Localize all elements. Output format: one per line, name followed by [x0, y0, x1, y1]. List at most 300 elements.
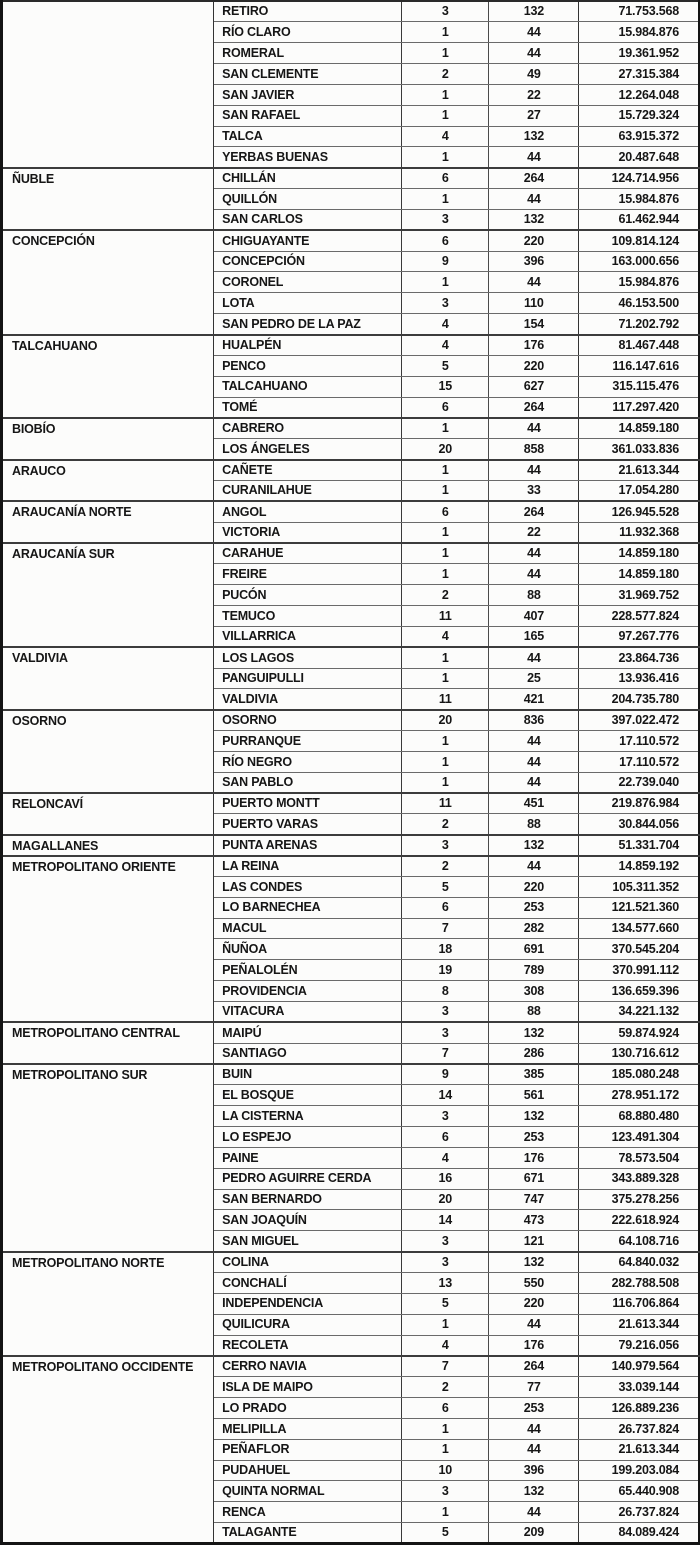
commune-cell: SAN CARLOS: [214, 209, 402, 230]
commune-cell: SAN CLEMENTE: [214, 64, 402, 85]
quantity-cell: 132: [489, 835, 579, 856]
count-cell: 1: [402, 105, 489, 126]
amount-cell: 163.000.656: [579, 251, 699, 272]
count-cell: 1: [402, 460, 489, 481]
table-row: [2, 793, 700, 814]
region-group: [2, 1064, 700, 1252]
commune-cell: PUERTO MONTT: [214, 793, 402, 814]
amount-cell: 84.089.424: [618, 1525, 679, 1540]
count-cell: 4: [402, 1147, 489, 1168]
amount-cell: 46.153.500: [579, 293, 699, 314]
commune-cell: RECOLETA: [214, 1335, 402, 1356]
commune-cell: QUILLÓN: [214, 189, 402, 210]
quantity-cell: 451: [489, 793, 579, 814]
commune-cell: SAN BERNARDO: [214, 1189, 402, 1210]
commune-cell: PROVIDENCIA: [214, 981, 402, 1002]
table-row: [2, 335, 700, 356]
amount-cell: 136.659.396: [579, 981, 699, 1002]
count-cell: 6: [402, 230, 489, 251]
quantity-cell: 550: [489, 1272, 579, 1293]
quantity-cell: 253: [489, 1127, 579, 1148]
count-cell: 1: [402, 647, 489, 668]
region-cell: METROPOLITANO ORIENTE: [2, 856, 214, 1023]
count-cell: 18: [402, 939, 489, 960]
commune-cell: PURRANQUE: [214, 731, 402, 752]
region-cell: CONCEPCIÓN: [2, 230, 214, 334]
amount-cell: 134.577.660: [579, 918, 699, 939]
quantity-cell: 473: [489, 1210, 579, 1231]
quantity-cell: 22: [489, 84, 579, 105]
commune-cell: CHIGUAYANTE: [214, 230, 402, 251]
quantity-cell: 77: [489, 1377, 579, 1398]
count-cell: 1: [402, 1439, 489, 1460]
count-cell: 3: [402, 1002, 489, 1023]
region-group: [2, 335, 700, 418]
quantity-cell: 44: [489, 460, 579, 481]
amount-cell: 11.932.368: [579, 522, 699, 543]
table-row: [2, 1022, 700, 1043]
quantity-cell: 220: [489, 355, 579, 376]
commune-cell: YERBAS BUENAS: [214, 147, 402, 168]
quantity-cell: 121: [489, 1231, 579, 1252]
amount-cell: 124.714.956: [579, 168, 699, 189]
amount-cell: 61.462.944: [579, 209, 699, 230]
amount-cell: 15.984.876: [579, 22, 699, 43]
count-cell: 3: [402, 1, 489, 22]
amount-cell: 51.331.704: [579, 835, 699, 856]
commune-cell: LO PRADO: [214, 1398, 402, 1419]
quantity-cell: 176: [489, 335, 579, 356]
region-group: [2, 647, 700, 710]
region-cell: ARAUCANÍA SUR: [2, 543, 214, 647]
count-cell: 5: [402, 876, 489, 897]
commune-cell: CERRO NAVIA: [214, 1356, 402, 1377]
count-cell: 4: [402, 335, 489, 356]
commune-cell: OSORNO: [214, 710, 402, 731]
amount-cell: 278.951.172: [579, 1085, 699, 1106]
commune-cell: LAS CONDES: [214, 876, 402, 897]
amount-cell: 17.110.572: [579, 751, 699, 772]
count-cell: 1: [402, 272, 489, 293]
region-cell: ÑUBLE: [2, 168, 214, 231]
commune-cell: SANTIAGO: [214, 1043, 402, 1064]
commune-cell: TEMUCO: [214, 605, 402, 626]
quantity-cell: 44: [489, 1502, 579, 1523]
amount-cell: 14.859.180: [579, 418, 699, 439]
count-cell: 11: [402, 689, 489, 710]
region-group: [2, 230, 700, 334]
amount-cell: 81.467.448: [579, 335, 699, 356]
commune-cell: PUNTA ARENAS: [214, 835, 402, 856]
amount-cell: 126.945.528: [579, 501, 699, 522]
commune-cell: CABRERO: [214, 418, 402, 439]
count-cell: 3: [402, 835, 489, 856]
count-cell: 4: [402, 126, 489, 147]
count-cell: 2: [402, 856, 489, 877]
count-cell: 4: [402, 1335, 489, 1356]
commune-cell: LOS ÁNGELES: [214, 439, 402, 460]
amount-cell: 27.315.384: [579, 64, 699, 85]
quantity-cell: 421: [489, 689, 579, 710]
commune-cell: PENCO: [214, 355, 402, 376]
count-cell: 1: [402, 43, 489, 64]
amount-cell: 26.737.824: [579, 1502, 699, 1523]
region-cell: RELONCAVÍ: [2, 793, 214, 835]
commune-cell: TALCAHUANO: [214, 376, 402, 397]
commune-cell: LO BARNECHEA: [214, 897, 402, 918]
amount-cell: 130.716.612: [579, 1043, 699, 1064]
table-row: [2, 1064, 700, 1085]
commune-cell: CONCEPCIÓN: [214, 251, 402, 272]
count-cell: 1: [402, 543, 489, 564]
quantity-cell: 44: [489, 43, 579, 64]
quantity-cell: 132: [489, 1, 579, 22]
count-cell: 8: [402, 981, 489, 1002]
region-cell: ARAUCO: [2, 460, 214, 502]
commune-cell: SAN RAFAEL: [214, 105, 402, 126]
count-cell: 20: [402, 710, 489, 731]
count-cell: 4: [402, 314, 489, 335]
quantity-cell: 253: [489, 1398, 579, 1419]
commune-cell: CHILLÁN: [214, 168, 402, 189]
quantity-cell: 44: [489, 647, 579, 668]
region-cell: METROPOLITANO NORTE: [2, 1252, 214, 1356]
amount-cell: 17.110.572: [579, 731, 699, 752]
table-row: [2, 835, 700, 856]
commune-cell: TALCA: [214, 126, 402, 147]
count-cell: 1: [402, 1314, 489, 1335]
amount-cell: 30.844.056: [579, 814, 699, 835]
quantity-cell: 220: [489, 1293, 579, 1314]
amount-cell: 204.735.780: [579, 689, 699, 710]
quantity-cell: 44: [489, 1418, 579, 1439]
quantity-cell: 88: [489, 814, 579, 835]
amount-cell: 71.202.792: [579, 314, 699, 335]
commune-cell: TALAGANTE: [214, 1523, 402, 1544]
count-cell: 20: [402, 1189, 489, 1210]
amount-cell: 185.080.248: [579, 1064, 699, 1085]
commune-cell: PUERTO VARAS: [214, 814, 402, 835]
commune-cell: RÍO CLARO: [214, 22, 402, 43]
commune-cell: VITACURA: [214, 1002, 402, 1023]
amount-cell: 15.729.324: [579, 105, 699, 126]
count-cell: 1: [402, 22, 489, 43]
quantity-cell: 308: [489, 981, 579, 1002]
region-group: [2, 543, 700, 647]
quantity-cell: 110: [489, 293, 579, 314]
quantity-cell: 407: [489, 605, 579, 626]
quantity-cell: 88: [489, 1002, 579, 1023]
quantity-cell: 132: [489, 1481, 579, 1502]
quantity-cell: 691: [489, 939, 579, 960]
amount-cell: 26.737.824: [579, 1418, 699, 1439]
quantity-cell: 264: [489, 501, 579, 522]
quantity-cell: 396: [489, 1460, 579, 1481]
amount-cell: 15.984.876: [579, 189, 699, 210]
amount-cell: 22.739.040: [579, 772, 699, 793]
commune-cell: CORONEL: [214, 272, 402, 293]
count-cell: 3: [402, 1481, 489, 1502]
amount-cell: 17.054.280: [579, 480, 699, 501]
count-cell: 1: [402, 731, 489, 752]
count-cell: 6: [402, 501, 489, 522]
count-cell: 1: [402, 480, 489, 501]
region-cell: [2, 1, 214, 168]
commune-cell: ANGOL: [214, 501, 402, 522]
commune-cell: PANGUIPULLI: [214, 668, 402, 689]
count-cell: 6: [402, 397, 489, 418]
commune-cell: RETIRO: [214, 1, 402, 22]
amount-cell: 12.264.048: [579, 84, 699, 105]
quantity-cell: 154: [489, 314, 579, 335]
amount-cell: 14.859.192: [579, 856, 699, 877]
amount-cell: 140.979.564: [579, 1356, 699, 1377]
quantity-cell: 44: [489, 543, 579, 564]
commune-cell: QUINTA NORMAL: [214, 1481, 402, 1502]
amount-cell: 370.991.112: [579, 960, 699, 981]
quantity-cell: 22: [489, 522, 579, 543]
region-cell: TALCAHUANO: [2, 335, 214, 418]
quantity-cell: 253: [489, 897, 579, 918]
region-group: [2, 1022, 700, 1064]
amount-cell: 21.613.344: [579, 460, 699, 481]
amount-cell: 65.440.908: [579, 1481, 699, 1502]
amount-cell: 397.022.472: [579, 710, 699, 731]
region-group: [2, 1, 700, 168]
table-row: [2, 168, 700, 189]
amount-cell: 23.864.736: [579, 647, 699, 668]
commune-cell: COLINA: [214, 1252, 402, 1273]
amount-cell: 105.311.352: [579, 876, 699, 897]
quantity-cell: 396: [489, 251, 579, 272]
commune-cell: CURANILAHUE: [214, 480, 402, 501]
quantity-cell: 836: [489, 710, 579, 731]
quantity-cell: 44: [489, 856, 579, 877]
amount-cell: 13.936.416: [579, 668, 699, 689]
region-cell: METROPOLITANO OCCIDENTE: [2, 1356, 214, 1544]
count-cell: 11: [402, 793, 489, 814]
commune-cell: TOMÉ: [214, 397, 402, 418]
quantity-cell: 44: [489, 147, 579, 168]
table-row: [2, 1, 700, 22]
quantity-cell: 132: [489, 1106, 579, 1127]
table-row: [2, 460, 700, 481]
amount-cell: 14.859.180: [579, 564, 699, 585]
amount-cell: 14.859.180: [579, 543, 699, 564]
quantity-cell: 44: [489, 1439, 579, 1460]
count-cell: 3: [402, 1252, 489, 1273]
table-row: [2, 710, 700, 731]
commune-cell: CONCHALÍ: [214, 1272, 402, 1293]
amount-cell: 282.788.508: [579, 1272, 699, 1293]
table-row: [2, 230, 700, 251]
count-cell: 2: [402, 64, 489, 85]
commune-cell: SAN JAVIER: [214, 84, 402, 105]
quantity-cell: 671: [489, 1168, 579, 1189]
count-cell: 15: [402, 376, 489, 397]
count-cell: 1: [402, 84, 489, 105]
amount-cell: 375.278.256: [579, 1189, 699, 1210]
region-cell: BIOBÍO: [2, 418, 214, 460]
region-group: [2, 501, 700, 543]
commune-cell: SAN PEDRO DE LA PAZ: [214, 314, 402, 335]
amount-cell: 97.267.776: [579, 626, 699, 647]
commune-cell: PAINE: [214, 1147, 402, 1168]
commune-cell: INDEPENDENCIA: [214, 1293, 402, 1314]
region-group: [2, 168, 700, 231]
count-cell: 9: [402, 1064, 489, 1085]
quantity-cell: 132: [489, 1252, 579, 1273]
region-group: [2, 1252, 700, 1356]
count-cell: 20: [402, 439, 489, 460]
commune-cell: BUIN: [214, 1064, 402, 1085]
count-cell: 6: [402, 1398, 489, 1419]
quantity-cell: 132: [489, 1022, 579, 1043]
count-cell: 9: [402, 251, 489, 272]
count-cell: 1: [402, 564, 489, 585]
quantity-cell: 627: [489, 376, 579, 397]
commune-cell: LA CISTERNA: [214, 1106, 402, 1127]
quantity-cell: 44: [489, 418, 579, 439]
quantity-cell: 44: [489, 731, 579, 752]
count-cell: 1: [402, 751, 489, 772]
region-group: [2, 1356, 700, 1544]
commune-cell: LO ESPEJO: [214, 1127, 402, 1148]
count-cell: 10: [402, 1460, 489, 1481]
quantity-cell: 165: [489, 626, 579, 647]
commune-cell: RÍO NEGRO: [214, 751, 402, 772]
quantity-cell: 282: [489, 918, 579, 939]
quantity-cell: 44: [489, 22, 579, 43]
commune-cell: HUALPÉN: [214, 335, 402, 356]
quantity-cell: 385: [489, 1064, 579, 1085]
count-cell: 5: [402, 1293, 489, 1314]
quantity-cell: 132: [489, 209, 579, 230]
amount-cell: 343.889.328: [579, 1168, 699, 1189]
count-cell: 4: [402, 626, 489, 647]
count-cell: 1: [402, 1418, 489, 1439]
amount-cell: 121.521.360: [579, 897, 699, 918]
table-row: [2, 1252, 700, 1273]
commune-cell: PUCÓN: [214, 585, 402, 606]
commune-cell: MACUL: [214, 918, 402, 939]
commune-cell: CARAHUE: [214, 543, 402, 564]
table-row: [2, 543, 700, 564]
count-cell: 1: [402, 772, 489, 793]
amount-cell: 78.573.504: [579, 1147, 699, 1168]
amount-cell: 21.613.344: [579, 1439, 699, 1460]
amount-cell: 33.039.144: [579, 1377, 699, 1398]
commune-cell: LOS LAGOS: [214, 647, 402, 668]
count-cell: 7: [402, 918, 489, 939]
amount-cell: 34.221.132: [579, 1002, 699, 1023]
amount-cell: 228.577.824: [579, 605, 699, 626]
quantity-cell: 176: [489, 1147, 579, 1168]
count-cell: 3: [402, 1231, 489, 1252]
quantity-cell: 264: [489, 168, 579, 189]
count-cell: 3: [402, 209, 489, 230]
count-cell: 3: [402, 1106, 489, 1127]
amount-cell: 21.613.344: [579, 1314, 699, 1335]
quantity-cell: 858: [489, 439, 579, 460]
count-cell: 13: [402, 1272, 489, 1293]
region-cell: OSORNO: [2, 710, 214, 793]
region-cell: METROPOLITANO SUR: [2, 1064, 214, 1252]
count-cell: 2: [402, 814, 489, 835]
amount-cell: 199.203.084: [579, 1460, 699, 1481]
commune-cell: ISLA DE MAIPO: [214, 1377, 402, 1398]
amount-cell: 361.033.836: [579, 439, 699, 460]
commune-cell: CAÑETE: [214, 460, 402, 481]
table-row: [2, 1356, 700, 1377]
count-cell: 7: [402, 1356, 489, 1377]
table-row: [2, 856, 700, 877]
amount-cell: 19.361.952: [579, 43, 699, 64]
count-cell: 1: [402, 668, 489, 689]
quantity-cell: 44: [489, 751, 579, 772]
count-cell: 7: [402, 1043, 489, 1064]
commune-cell: PUDAHUEL: [214, 1460, 402, 1481]
commune-cell: PEÑAFLOR: [214, 1439, 402, 1460]
table-row: [2, 647, 700, 668]
quantity-cell: 264: [489, 1356, 579, 1377]
quantity-cell: 27: [489, 105, 579, 126]
quantity-cell: 747: [489, 1189, 579, 1210]
quantity-cell: 176: [489, 1335, 579, 1356]
count-cell: 1: [402, 147, 489, 168]
quantity-cell: 44: [489, 564, 579, 585]
region-group: [2, 418, 700, 460]
region-group: [2, 835, 700, 856]
amount-cell: 117.297.420: [579, 397, 699, 418]
commune-cell: PEDRO AGUIRRE CERDA: [214, 1168, 402, 1189]
quantity-cell: 49: [489, 64, 579, 85]
count-cell: 6: [402, 168, 489, 189]
amount-cell: 15.984.876: [579, 272, 699, 293]
amount-cell: 20.487.648: [579, 147, 699, 168]
quantity-cell: 44: [489, 272, 579, 293]
amount-cell: 370.545.204: [579, 939, 699, 960]
quantity-cell: 220: [489, 230, 579, 251]
amount-cell: 71.753.568: [579, 1, 699, 22]
count-cell: 16: [402, 1168, 489, 1189]
commune-cell: VALDIVIA: [214, 689, 402, 710]
amount-cell: 222.618.924: [579, 1210, 699, 1231]
amount-cell: 219.876.984: [579, 793, 699, 814]
count-cell: 2: [402, 585, 489, 606]
amount-cell: 64.108.716: [579, 1231, 699, 1252]
commune-cell: EL BOSQUE: [214, 1085, 402, 1106]
amount-cell: 315.115.476: [579, 376, 699, 397]
amount-cell: 116.147.616: [579, 355, 699, 376]
count-cell: 14: [402, 1210, 489, 1231]
count-cell: 11: [402, 605, 489, 626]
commune-cell: ÑUÑOA: [214, 939, 402, 960]
commune-cell: RENCA: [214, 1502, 402, 1523]
commune-cell: LOTA: [214, 293, 402, 314]
amount-cell: 31.969.752: [579, 585, 699, 606]
count-cell: 19: [402, 960, 489, 981]
commune-cell: LA REINA: [214, 856, 402, 877]
commune-cell: SAN MIGUEL: [214, 1231, 402, 1252]
amount-cell: 79.216.056: [579, 1335, 699, 1356]
amount-cell: 68.880.480: [579, 1106, 699, 1127]
commune-cell: SAN JOAQUÍN: [214, 1210, 402, 1231]
count-cell: 6: [402, 897, 489, 918]
commune-cell: FREIRE: [214, 564, 402, 585]
count-cell: 5: [402, 355, 489, 376]
quantity-cell: 286: [489, 1043, 579, 1064]
